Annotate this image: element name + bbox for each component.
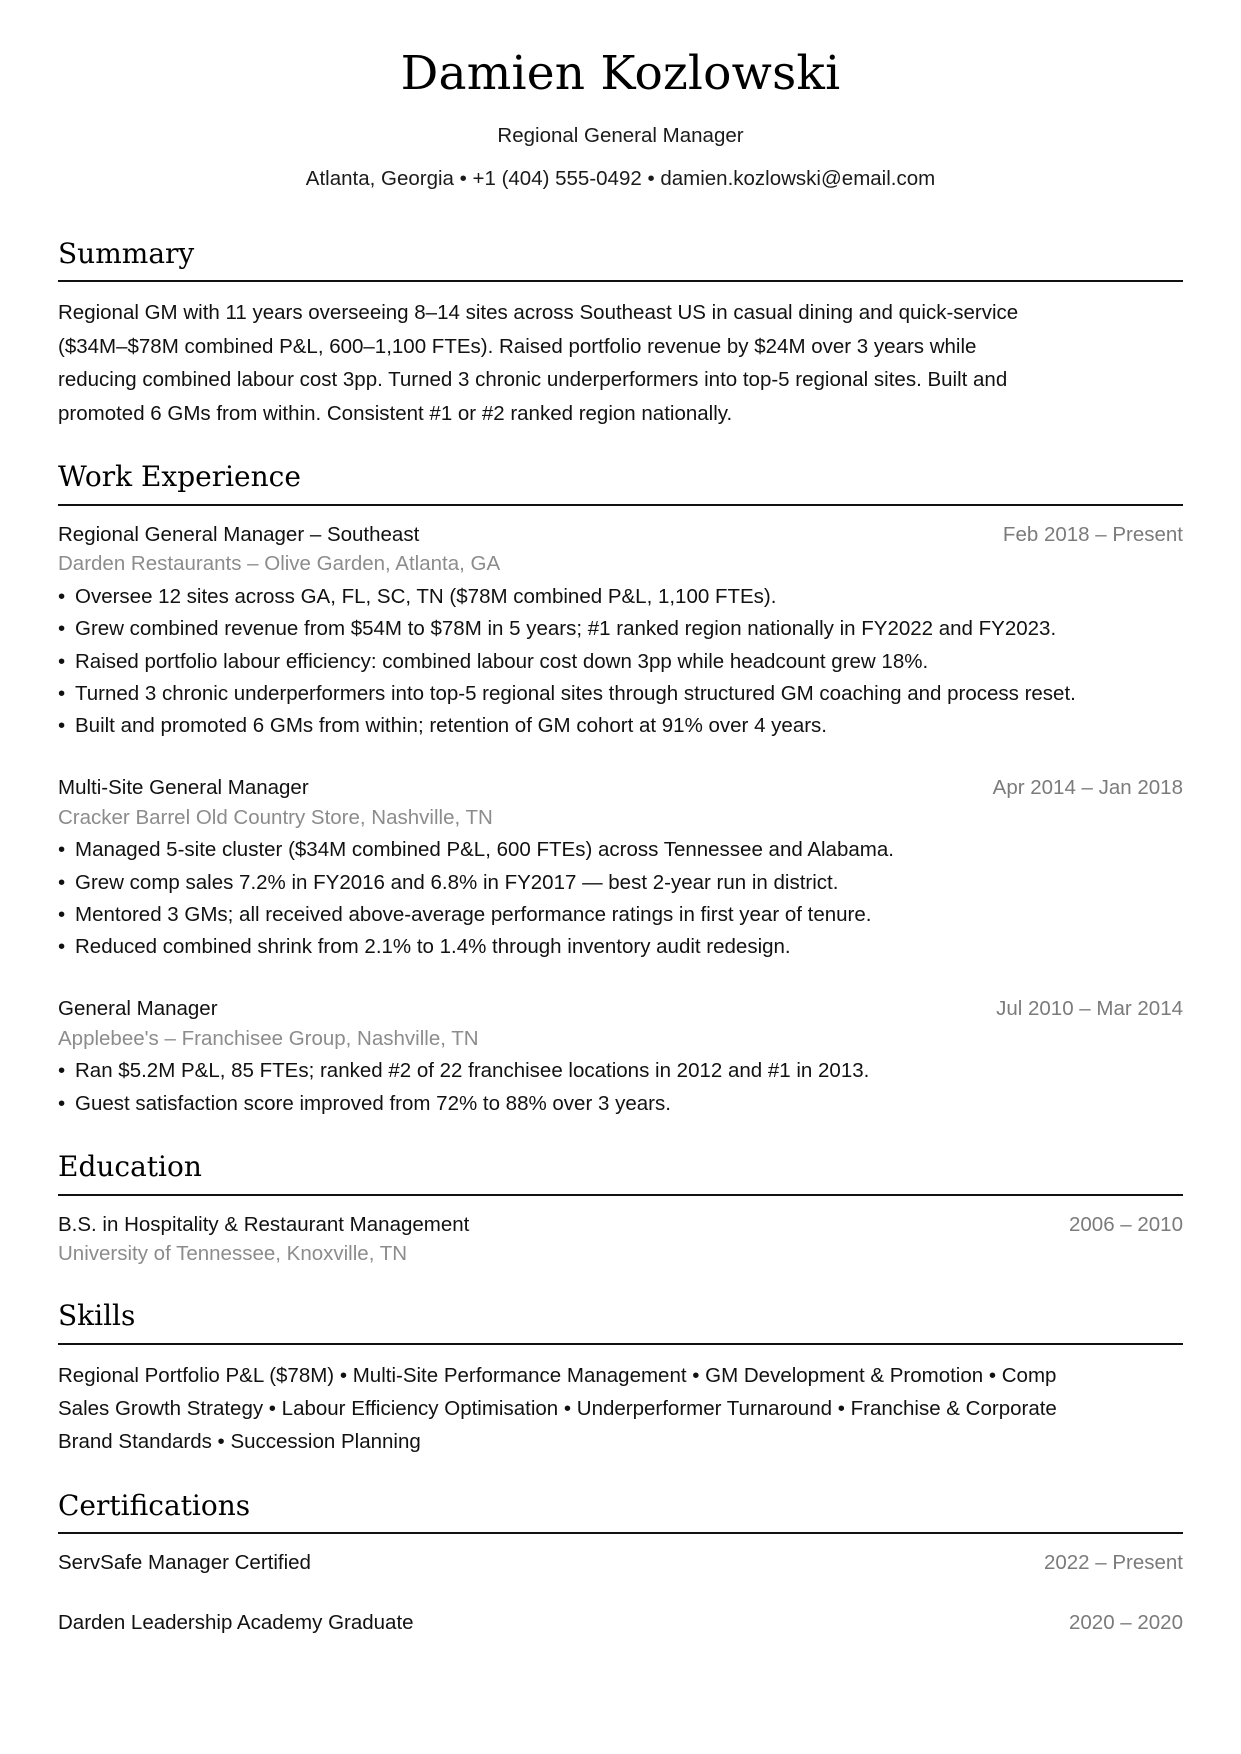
work-entry-bullet xyxy=(58,710,1183,742)
work-entry-bullet xyxy=(58,1088,1183,1120)
certification-dates: 2022 – Present xyxy=(1043,1551,1183,1575)
work-entry-organization: Cracker Barrel Old Country Store, Nashville, TN xyxy=(58,805,493,829)
work-entry-header xyxy=(58,994,1183,1024)
work-entry-bullet-text: Managed 5-site cluster ($34M combined P&L, 600 FTEs) across Tennessee and Alabama. xyxy=(75,838,894,862)
candidate-contact-line: Atlanta, Georgia • +1 (404) 555-0492 • damien.kozlowski@email.com xyxy=(305,167,936,191)
work-entry-bullet-text: Grew combined revenue from $54M to $78M in 5 years; #1 ranked region nationally in FY2022 and FY2023. xyxy=(75,617,1057,641)
section-heading-education: Education xyxy=(58,1149,202,1183)
work-entry-dates: Jul 2010 – Mar 2014 xyxy=(996,996,1183,1020)
skill-separator: • xyxy=(334,1363,353,1387)
section-work-experience xyxy=(58,460,1183,1120)
bullet-dot-icon: • xyxy=(58,584,66,608)
section-summary xyxy=(58,237,1183,430)
skill-separator: • xyxy=(983,1363,1002,1387)
resume-header xyxy=(58,46,1183,193)
work-entry-bullet-text: Mentored 3 GMs; all received above-average performance ratings in first year of tenure. xyxy=(75,903,872,927)
work-entry-bullet-text: Reduced combined shrink from 2.1% to 1.4% through inventory audit redesign. xyxy=(75,935,791,959)
skill-item: Underperformer Turnaround xyxy=(576,1397,833,1421)
work-entry-bullet xyxy=(58,931,1183,963)
section-rule-education xyxy=(58,1194,1183,1196)
work-entry-header xyxy=(58,773,1183,803)
work-entry-bullet-text: Raised portfolio labour efficiency: combined labour cost down 3pp while headcount grew 18%. xyxy=(75,649,929,673)
section-heading-certifications: Certifications xyxy=(58,1488,251,1522)
work-entry-header xyxy=(58,520,1183,550)
bullet-dot-icon: • xyxy=(58,870,66,894)
work-entry-bullet-text: Built and promoted 6 GMs from within; retention of GM cohort at 91% over 4 years. xyxy=(75,714,828,738)
certification-entry xyxy=(58,1608,1183,1638)
work-entry-bullet xyxy=(58,899,1183,931)
work-entry-role: General Manager xyxy=(58,996,218,1020)
work-entry-dates: Feb 2018 – Present xyxy=(1002,522,1183,546)
work-entry-bullets xyxy=(58,1055,1183,1120)
section-heading-work-experience: Work Experience xyxy=(58,459,301,493)
section-certifications xyxy=(58,1489,1183,1638)
skill-item: Multi-Site Performance Management xyxy=(352,1363,687,1387)
work-entry-bullet-text: Grew comp sales 7.2% in FY2016 and 6.8% in FY2017 — best 2-year run in district. xyxy=(75,870,839,894)
work-entry-bullet xyxy=(58,581,1183,613)
certification-dates: 2020 – 2020 xyxy=(1068,1611,1183,1635)
section-rule-certifications xyxy=(58,1532,1183,1534)
bullet-dot-icon: • xyxy=(58,838,66,862)
skill-item: GM Development & Promotion xyxy=(705,1363,984,1387)
skill-item: Regional Portfolio P&L ($78M) xyxy=(58,1363,335,1387)
skill-separator: • xyxy=(686,1363,706,1387)
work-entry-bullet xyxy=(58,678,1183,710)
work-entry-bullet-text: Oversee 12 sites across GA, FL, SC, TN ($78M combined P&L, 1,100 FTEs). xyxy=(75,584,777,608)
work-entry-bullets xyxy=(58,834,1183,964)
work-entry-bullets xyxy=(58,581,1183,743)
bullet-dot-icon: • xyxy=(58,714,66,738)
work-entry-role: Regional General Manager – Southeast xyxy=(58,522,420,546)
section-rule-skills xyxy=(58,1343,1183,1345)
bullet-dot-icon: • xyxy=(58,935,66,959)
skill-separator: • xyxy=(211,1430,231,1454)
section-skills xyxy=(58,1299,1183,1459)
skill-separator: • xyxy=(832,1397,851,1421)
section-rule-work-experience xyxy=(58,504,1183,506)
work-entry xyxy=(58,520,1183,743)
work-entry-bullet xyxy=(58,834,1183,866)
skill-item: Labour Efficiency Optimisation xyxy=(281,1397,559,1421)
work-entry xyxy=(58,994,1183,1120)
education-entry xyxy=(58,1210,1183,1269)
work-entry-dates: Apr 2014 – Jan 2018 xyxy=(992,775,1183,799)
work-entry-bullet-text: Guest satisfaction score improved from 72% to 88% over 3 years. xyxy=(75,1091,671,1115)
education-degree: B.S. in Hospitality & Restaurant Management xyxy=(58,1212,470,1236)
bullet-dot-icon: • xyxy=(58,903,66,927)
work-entry-organization: Applebee's – Franchisee Group, Nashville, TN xyxy=(58,1026,479,1050)
work-entry-bullet-text: Ran $5.2M P&L, 85 FTEs; ranked #2 of 22 franchisee locations in 2012 and #1 in 2013. xyxy=(75,1059,870,1083)
skill-separator: • xyxy=(558,1397,577,1421)
education-entry-header xyxy=(58,1210,1183,1240)
work-entry-bullet xyxy=(58,867,1183,899)
certifications-list xyxy=(58,1548,1183,1637)
work-entry-bullet xyxy=(58,613,1183,645)
work-experience-list xyxy=(58,520,1183,1120)
bullet-dot-icon: • xyxy=(58,649,66,673)
skill-separator: • xyxy=(263,1397,282,1421)
work-entry xyxy=(58,773,1183,964)
section-heading-skills: Skills xyxy=(58,1299,136,1333)
skill-item: Succession Planning xyxy=(230,1430,421,1454)
section-rule-summary xyxy=(58,280,1183,282)
skill-item: Franchise & Corporate Brand Standards xyxy=(58,1397,1057,1454)
skills-list xyxy=(58,1359,1068,1459)
section-heading-summary: Summary xyxy=(58,236,195,270)
bullet-dot-icon: • xyxy=(58,1059,66,1083)
certification-name: Darden Leadership Academy Graduate xyxy=(58,1611,414,1635)
bullet-dot-icon: • xyxy=(58,682,66,706)
certification-entry xyxy=(58,1548,1183,1578)
education-list xyxy=(58,1210,1183,1269)
education-institution: University of Tennessee, Knoxville, TN xyxy=(58,1242,408,1266)
bullet-dot-icon: • xyxy=(58,1091,66,1115)
work-entry-role: Multi-Site General Manager xyxy=(58,775,309,799)
work-entry-organization: Darden Restaurants – Olive Garden, Atlanta, GA xyxy=(58,552,501,576)
section-education xyxy=(58,1150,1183,1269)
bullet-dot-icon: • xyxy=(58,617,66,641)
work-entry-bullet-text: Turned 3 chronic underperformers into top-5 regional sites through structured GM coaching and process reset. xyxy=(75,682,1076,706)
candidate-title: Regional General Manager xyxy=(497,124,744,148)
skill-item: Comp Sales Growth Strategy xyxy=(58,1363,1057,1421)
work-entry-bullet xyxy=(58,646,1183,678)
education-dates: 2006 – 2010 xyxy=(1068,1212,1183,1236)
certification-name: ServSafe Manager Certified xyxy=(58,1551,311,1575)
summary-paragraph: Regional GM with 11 years overseeing 8–14 sites across Southeast US in casual dining and quick-service ($34M–$78M combined P&L, 600–1,100 FTEs). Raised portfolio revenue by $24M over 3 years while reducing combined labour cost 3pp. Turned 3 chronic underperformers into top-5 regional sites. Built and promoted 6 GMs from within. Consistent #1 or #2 ranked region nationally. xyxy=(58,301,1019,425)
work-entry-bullet xyxy=(58,1055,1183,1087)
candidate-name: Damien Kozlowski xyxy=(400,46,841,101)
